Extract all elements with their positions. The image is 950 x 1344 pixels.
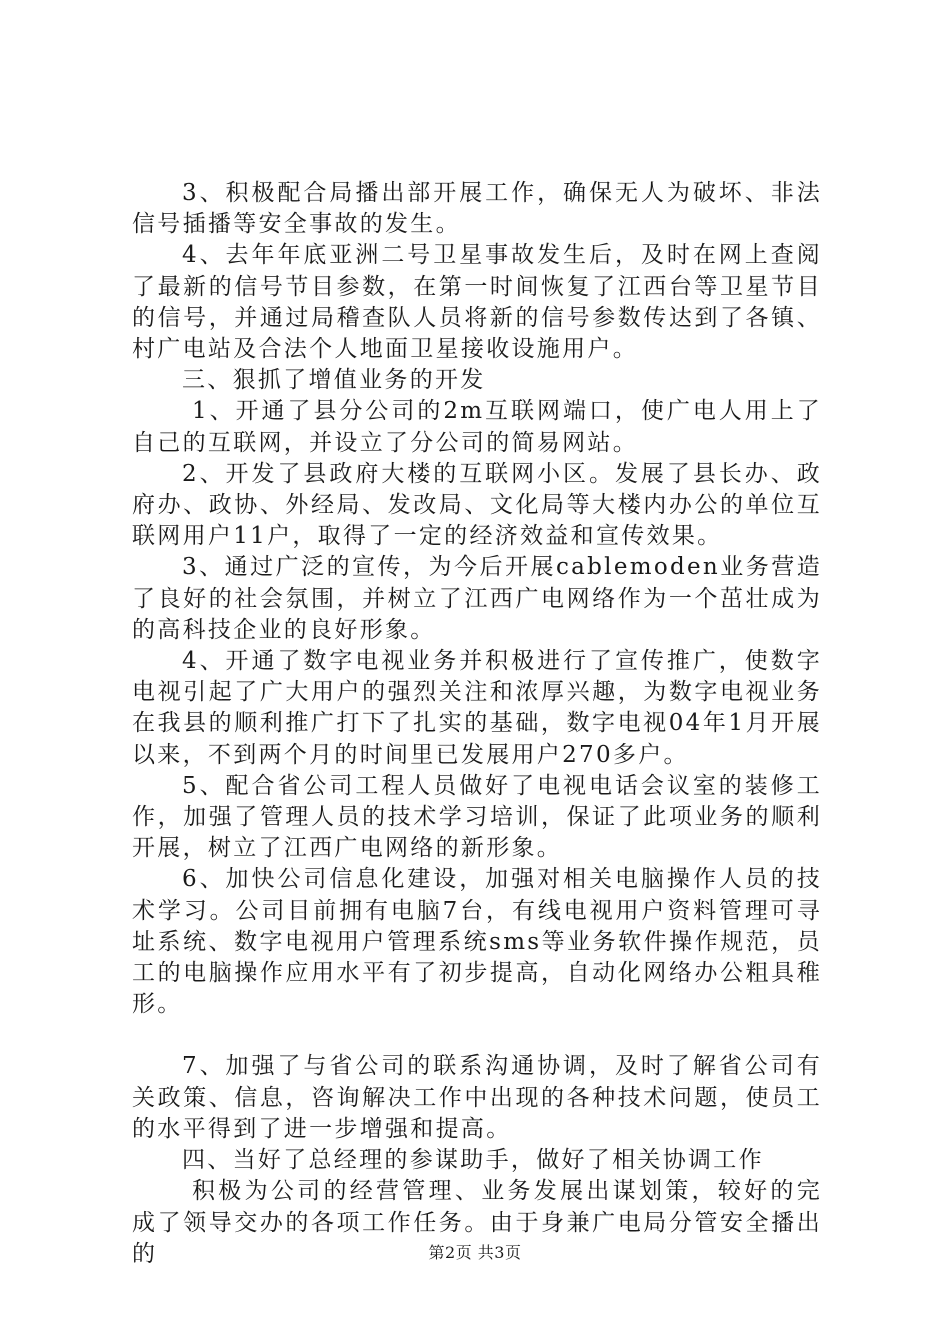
paragraph-7-provincial-communication: 7、加强了与省公司的联系沟通协调，及时了解省公司有关政策、信息，咨询解决工作中出现的各种技术问题，使员工的水平得到了进一步增强和提高。: [132, 1053, 822, 1142]
paragraph-6-informatization: 6、加快公司信息化建设，加强对相关电脑操作人员的技术学习。公司目前拥有电脑7台，有线电视用户资料管理可寻址系统、数字电视用户管理系统sms等业务软件操作规范，员工的电脑操作应用水平有了初步提高，自动化网络办公粗具稚形。: [132, 866, 822, 1018]
paragraph-4-digital-tv: 4、开通了数字电视业务并积极进行了宣传推广，使数字电视引起了广大用户的强烈关注和浓厚兴趣，为数字电视业务在我县的顺利推广打下了扎实的基础，数字电视04年1月开展以来，不到两个月的时间里已发展用户270多户。: [132, 648, 822, 768]
paragraph-3-broadcast-cooperation: 3、积极配合局播出部开展工作，确保无人为破坏、非法信号插播等安全事故的发生。: [132, 180, 822, 238]
section-heading-value-added: 三、狠抓了增值业务的开发: [182, 367, 486, 394]
page-number-footer: 第2页 共3页: [428, 1243, 522, 1262]
document-body: [132, 178, 822, 1270]
paragraph-5-video-conference: 5、配合省公司工程人员做好了电视电话会议室的装修工作，加强了管理人员的技术学习培训，保证了此项业务的顺利开展，树立了江西广电网络的新形象。: [132, 772, 822, 862]
section-heading-assistant: 四、当好了总经理的参谋助手，做好了相关协调工作: [182, 1147, 764, 1174]
paragraph-2-government-building: 2、开发了县政府大楼的互联网小区。发展了县长办、政府办、政协、外经局、发改局、文化局等大楼内办公的单位互联网用户11户，取得了一定的经济效益和宣传效果。: [132, 460, 822, 550]
paragraph-planning-support: 积极为公司的经营管理、业务发展出谋划策，较好的完成了领导交办的各项工作任务。由于身兼广电局分管安全播出的: [132, 1178, 822, 1267]
paragraph-1-internet-port: 1、开通了县分公司的2m互联网端口，使广电人用上了自己的互联网，并设立了分公司的简易网站。: [132, 398, 822, 456]
paragraph-spacer: [132, 1020, 822, 1051]
paragraph-3-cablemodem: 3、通过广泛的宣传，为今后开展cablemoden业务营造了良好的社会氛围，并树立了江西广电网络作为一个茁壮成为的高科技企业的良好形象。: [132, 554, 822, 643]
paragraph-4-satellite-recovery: 4、去年年底亚洲二号卫星事故发生后，及时在网上查阅了最新的信号节目参数，在第一时间恢复了江西台等卫星节目的信号，并通过局稽查队人员将新的信号参数传达到了各镇、村广电站及合法个人地面卫星接收设施用户。: [132, 242, 822, 363]
